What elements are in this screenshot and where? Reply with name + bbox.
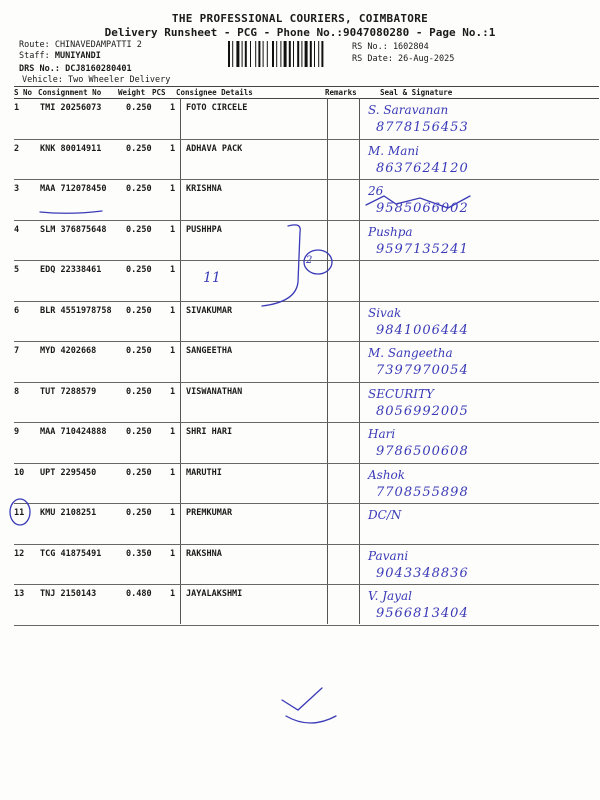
meta-rs-no: RS No.: 1602804 [352, 42, 429, 52]
row-pcs: 1 [170, 548, 176, 559]
meta-staff-label: Staff: [19, 51, 50, 61]
row-consignment-no: UPT 2295450 [40, 467, 97, 478]
row-consignment-no: BLR 4551978758 [40, 305, 112, 316]
row-phone: 9597135241 [376, 241, 469, 257]
meta-vehicle: Vehicle: Two Wheeler Delivery [22, 75, 171, 85]
row-sno: 2 [14, 143, 20, 154]
row-consignment-no: MYD 4202668 [40, 346, 97, 356]
row-weight: 0.250 [126, 265, 152, 275]
row-phone: 9841006444 [376, 322, 469, 338]
row-consignee: KRISHNA [186, 184, 222, 194]
row-phone: 8778156453 [376, 120, 469, 135]
row-signature: DC/N [368, 508, 402, 522]
row-phone: 9043348836 [376, 565, 469, 581]
row-consignment-no: TNJ 2150143 [40, 589, 97, 599]
row-phone: 9786500608 [376, 444, 469, 459]
row-sno: 4 [14, 224, 20, 235]
meta-rs-date: RS Date: 26-Aug-2025 [352, 54, 455, 64]
row-sno: 11 [14, 508, 25, 518]
row-consignment-no: KMU 2108251 [40, 508, 97, 518]
row-signature: M. Sangeetha [368, 346, 453, 360]
row-consignment-no: TCG 41875491 [40, 548, 102, 559]
row-sno: 3 [14, 184, 20, 194]
row-consignee: RAKSHNA [186, 548, 222, 559]
row-consignee: ADHAVA PACK [186, 143, 243, 154]
row-signature: 26 [368, 184, 384, 198]
col-header-consignee: Consignee Details [176, 88, 253, 97]
col-header-consignment: Consignment No [38, 88, 102, 97]
row-phone: 8056992005 [376, 403, 469, 419]
row-phone: 9566813404 [376, 606, 469, 621]
col-header-weight: Weight [118, 88, 146, 97]
row-pcs: 1 [170, 224, 176, 235]
row-consignee: SHRI HARI [186, 427, 233, 437]
row-consignee: PUSHHPA [186, 224, 222, 235]
row-pcs: 1 [170, 305, 176, 316]
row-weight: 0.250 [126, 346, 152, 356]
row-signature: Sivak [368, 305, 402, 320]
row-weight: 0.480 [126, 589, 152, 599]
row-pcs: 1 [170, 346, 176, 356]
meta-route: Route: CHINAVEDAMPATTI 2 [19, 40, 142, 50]
row-sno: 8 [14, 386, 20, 397]
company-title: THE PROFESSIONAL COURIERS, COIMBATORE [171, 12, 429, 25]
row-signature: V. Jayal [368, 589, 412, 603]
row-signature: S. Saravanan [368, 103, 449, 117]
row-sno: 5 [14, 265, 20, 275]
row-consignee: SIVAKUMAR [186, 305, 233, 316]
row-pcs: 1 [170, 143, 176, 154]
row-consignment-no: MAA 710424888 [40, 427, 107, 437]
row-sno: 12 [14, 548, 25, 559]
bracket-mark [262, 225, 300, 306]
row-pcs: 1 [170, 427, 176, 437]
row-weight: 0.250 [126, 143, 152, 154]
meta-drs-label: DRS No.: [19, 64, 60, 74]
col-header-sno: S No [14, 88, 33, 97]
col-header-seal: Seal & Signature [380, 88, 453, 97]
row-weight: 0.250 [126, 386, 152, 397]
row-signature: Hari [368, 427, 396, 441]
row-weight: 0.250 [126, 467, 152, 478]
row-signature: Ashok [368, 467, 406, 482]
row-phone: 9585066002 [376, 201, 469, 216]
row-consignment-no: MAA 712078450 [40, 184, 107, 194]
circled-number: 2 [306, 255, 313, 266]
row-sno: 10 [14, 467, 25, 478]
row-consignee: SANGEETHA [186, 346, 233, 356]
row-pcs: 1 [170, 184, 176, 194]
row-consignment-no: SLM 376875648 [40, 224, 107, 235]
footer-scribble [286, 716, 336, 723]
row-sno: 6 [14, 305, 20, 316]
col-header-remarks: Remarks [325, 88, 357, 97]
tick-mark: 11 [203, 270, 221, 286]
row-consignee: JAYALAKSHMI [186, 589, 243, 599]
row-signature: Pavani [368, 548, 409, 563]
row-pcs: 1 [170, 589, 176, 599]
circle-around-11 [10, 499, 30, 525]
row-weight: 0.250 [126, 184, 152, 194]
row-pcs: 1 [170, 386, 176, 397]
row-signature: M. Mani [368, 143, 419, 158]
underline-stroke [40, 211, 102, 213]
row-consignee: VISWANATHAN [186, 386, 243, 397]
row-weight: 0.250 [126, 508, 152, 518]
row-consignment-no: EDQ 22338461 [40, 265, 102, 275]
row-weight: 0.250 [126, 103, 152, 113]
row-pcs: 1 [170, 508, 176, 518]
row-consignee: FOTO CIRCELE [186, 103, 248, 113]
row-phone: 7708555898 [376, 484, 469, 500]
footer-tick [282, 688, 322, 710]
row-pcs: 1 [170, 467, 176, 478]
row-sno: 7 [14, 346, 20, 356]
row-phone: 7397970054 [376, 363, 469, 378]
row-signature: SECURITY [368, 386, 434, 401]
row-consignee: MARUTHI [186, 467, 222, 478]
signature-scribble-3 [366, 196, 470, 208]
meta-staff-value: MUNIYANDI [54, 51, 101, 61]
col-header-pcs: PCS [152, 88, 166, 97]
row-sno: 1 [14, 103, 20, 113]
row-phone: 8637624120 [376, 160, 469, 176]
row-weight: 0.250 [126, 305, 152, 316]
row-sno: 13 [14, 589, 25, 599]
row-weight: 0.350 [126, 548, 152, 559]
row-weight: 0.250 [126, 224, 152, 235]
meta-drs-value: DCJ8160280401 [65, 64, 132, 74]
runsheet-subtitle: Delivery Runsheet - PCG - Phone No.:9047080280 - Page No.:1 [104, 26, 496, 39]
row-consignment-no: TUT 7288579 [40, 386, 97, 397]
row-sno: 9 [14, 427, 20, 437]
row-consignment-no: KNK 80014911 [40, 143, 102, 154]
row-pcs: 1 [170, 265, 176, 275]
row-pcs: 1 [170, 103, 176, 113]
row-signature: Pushpa [368, 224, 413, 239]
row-consignee: PREMKUMAR [186, 508, 233, 518]
row-consignment-no: TMI 20256073 [40, 103, 102, 113]
row-weight: 0.250 [126, 427, 152, 437]
